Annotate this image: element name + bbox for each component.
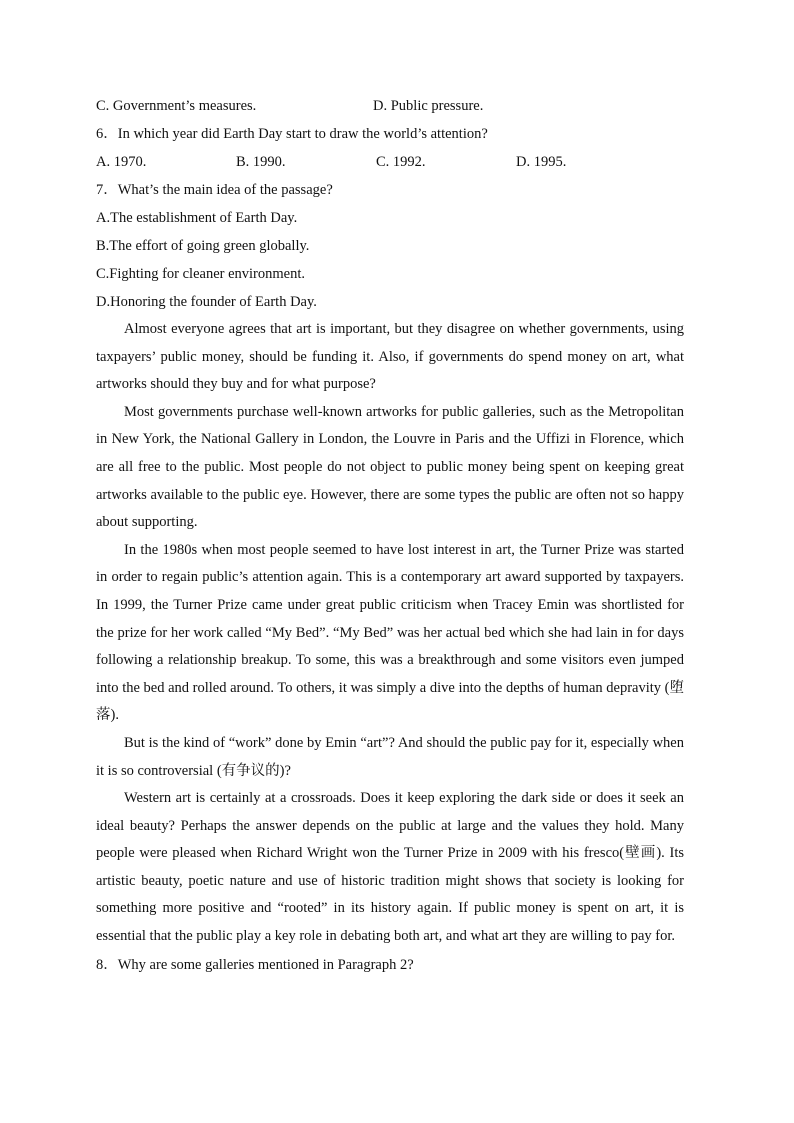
q6-option-c: C. 1992. — [376, 154, 426, 170]
q7-option-b: B.The effort of going green globally. — [96, 238, 310, 254]
q7-option-a: A.The establishment of Earth Day. — [96, 210, 298, 226]
q5-options-row — [96, 92, 684, 120]
document-page — [96, 92, 684, 979]
q7-option-d: D.Honoring the founder of Earth Day. — [96, 294, 317, 310]
q7-stem: 7．What’s the main idea of the passage? — [96, 182, 333, 198]
q6-option-a: A. 1970. — [96, 154, 147, 170]
q6-option-b: B. 1990. — [236, 154, 286, 170]
passage-paragraph-5: Western art is certainly at a crossroads. Does it keep exploring the dark side or does it seek an ideal beauty? Perhaps the answer depends on the public at large and the values they hold. Many people were pleased when Richard Wright won the Turner Prize in 2009 with his fresco(壁画). Its artistic beauty, poetic nature and use of historic tradition might shows that society is looking for something more positive and “rooted” in its history again. If public money is spent on art, it is essential that the public play a key role in debating both art, and what art they are willing to pay for. — [96, 790, 684, 945]
q6-option-d: D. 1995. — [516, 154, 567, 170]
q6-options-row — [96, 148, 684, 176]
q5-option-c: C. Government’s measures. — [96, 98, 257, 114]
q5-option-d: D. Public pressure. — [373, 98, 484, 114]
q6-stem: 6．In which year did Earth Day start to draw the world’s attention? — [96, 126, 488, 142]
passage-paragraph-4: But is the kind of “work” done by Emin “art”? And should the public pay for it, especially when it is so controversial (有争议的)? — [96, 734, 684, 779]
passage-paragraph-2: Most governments purchase well-known artworks for public galleries, such as the Metropolitan in New York, the National Gallery in London, the Louvre in Paris and the Uffizi in Florence, which are all free to the public. Most people do not object to public money being spent on keeping great artworks available to the public eye. However, there are some types the public are often not so happy about supporting. — [96, 403, 684, 531]
q8-stem: 8．Why are some galleries mentioned in Paragraph 2? — [96, 956, 414, 973]
passage-paragraph-1: Almost everyone agrees that art is important, but they disagree on whether governments, using taxpayers’ public money, should be funding it. Also, if governments do spend money on art, what artworks should they buy and for what purpose? — [96, 321, 684, 393]
passage-paragraph-3: In the 1980s when most people seemed to have lost interest in art, the Turner Prize was started in order to regain public’s attention again. This is a contemporary art award supported by taxpayers. In 1999, the Turner Prize came under great public criticism when Tracey Emin was shortlisted for the prize for her work called “My Bed”. “My Bed” was her actual bed which she had lain in for days following a relationship breakup. To some, this was a breakthrough and some visitors even jumped into the bed and rolled around. To others, it was simply a dive into the depths of human depravity (堕落). — [96, 541, 684, 724]
q7-option-c: C.Fighting for cleaner environment. — [96, 266, 305, 282]
